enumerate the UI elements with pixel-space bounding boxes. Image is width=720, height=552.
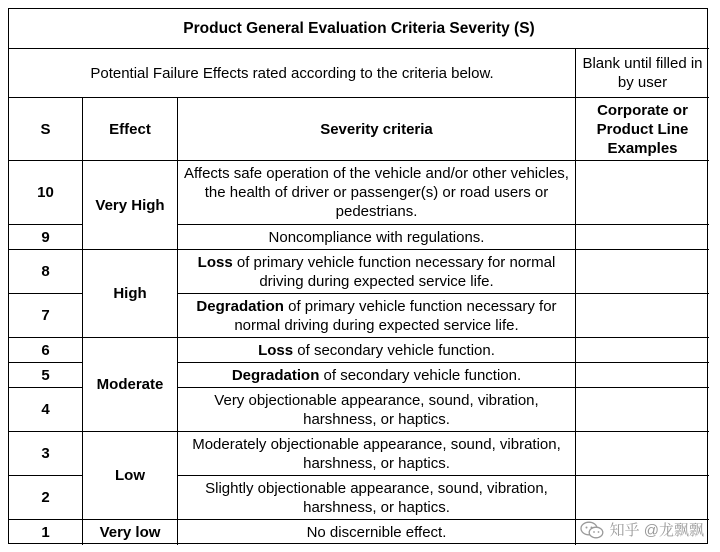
effect-low: Low (83, 432, 178, 520)
table-subtitle: Potential Failure Effects rated according to the criteria below. (9, 49, 576, 98)
criteria-cell: Moderately objectionable appearance, sound, vibration, harshness, or haptics. (178, 432, 576, 476)
criteria-cell: Noncompliance with regulations. (178, 225, 576, 250)
s-value: 4 (9, 388, 83, 432)
example-cell (576, 363, 709, 388)
criteria-cell: Slightly objectionable appearance, sound, vibration, harshness, or haptics. (178, 476, 576, 520)
watermark (580, 519, 704, 540)
example-cell (576, 294, 709, 338)
example-cell (576, 388, 709, 432)
criteria-cell: Very objectionable appearance, sound, vibration, harshness, or haptics. (178, 388, 576, 432)
header-effect: Effect (83, 98, 178, 161)
s-value: 3 (9, 432, 83, 476)
example-cell (576, 250, 709, 294)
header-criteria: Severity criteria (178, 98, 576, 161)
blank-note: Blank until filled in by user (576, 49, 709, 98)
header-examples: Corporate or Product Line Examples (576, 98, 709, 161)
table-title: Product General Evaluation Criteria Severity (S) (9, 9, 709, 49)
example-cell (576, 432, 709, 476)
effect-moderate: Moderate (83, 338, 178, 432)
criteria-cell: Affects safe operation of the vehicle and/or other vehicles, the health of driver or passenger(s) or road users or pedestrians. (178, 161, 576, 225)
criteria-cell: No discernible effect. (178, 520, 576, 545)
s-value: 5 (9, 363, 83, 388)
s-value: 2 (9, 476, 83, 520)
criteria-cell: Degradation of secondary vehicle function. (178, 363, 576, 388)
criteria-cell: Degradation of primary vehicle function necessary for normal driving during expected service life. (178, 294, 576, 338)
s-value: 6 (9, 338, 83, 363)
effect-high: High (83, 250, 178, 338)
criteria-cell: Loss of secondary vehicle function. (178, 338, 576, 363)
header-s: S (9, 98, 83, 161)
effect-very-low: Very low (83, 520, 178, 545)
example-cell (576, 476, 709, 520)
criteria-cell: Loss of primary vehicle function necessary for normal driving during expected service life. (178, 250, 576, 294)
s-value: 1 (9, 520, 83, 545)
example-cell (576, 225, 709, 250)
example-cell (576, 161, 709, 225)
s-value: 7 (9, 294, 83, 338)
example-cell (576, 338, 709, 363)
effect-very-high: Very High (83, 161, 178, 250)
s-value: 9 (9, 225, 83, 250)
s-value: 8 (9, 250, 83, 294)
watermark-text: 知乎 @龙飘飘 (609, 522, 704, 539)
s-value: 10 (9, 161, 83, 225)
wechat-icon (580, 521, 604, 539)
severity-table (8, 8, 708, 544)
